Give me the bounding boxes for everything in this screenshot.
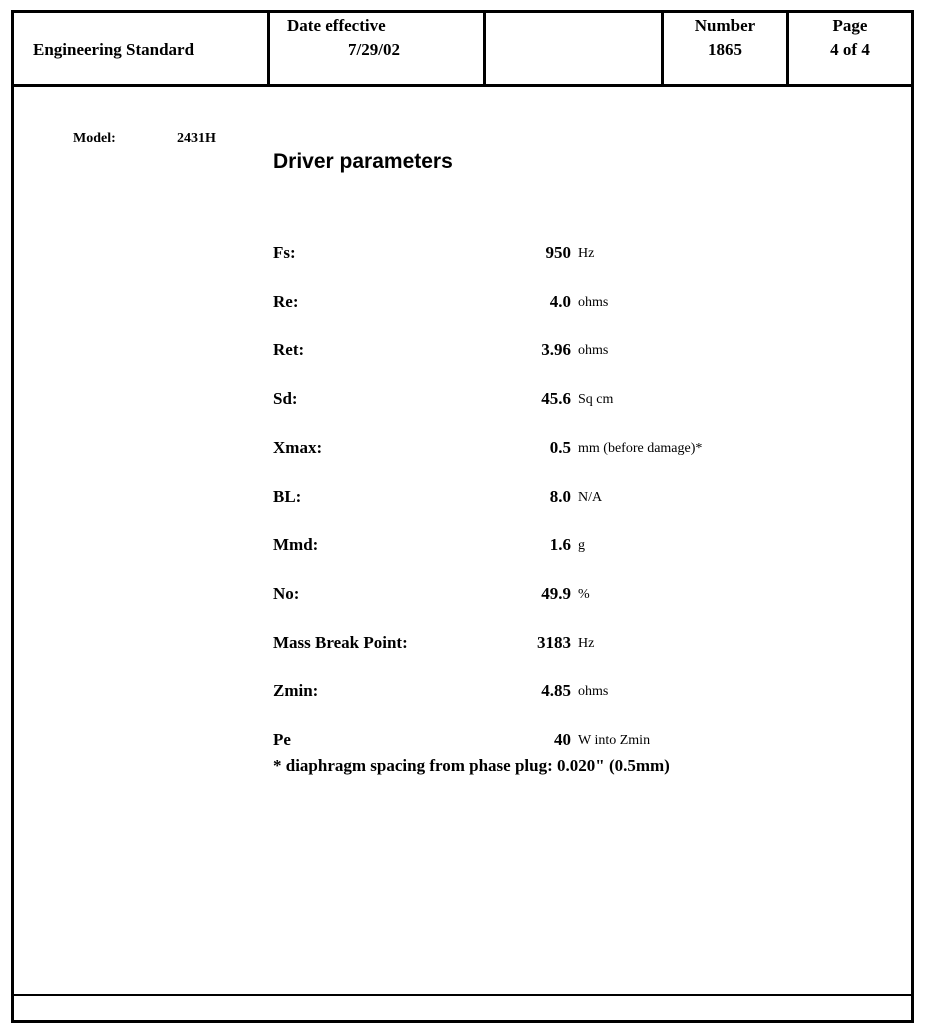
parameter-label: Pe	[273, 730, 291, 749]
parameter-value: 0.5	[549, 437, 571, 457]
parameter-label: Zmin:	[273, 681, 319, 701]
parameter-unit: %	[578, 586, 590, 602]
parameter-unit: N/A	[578, 489, 603, 505]
parameter-value: 1.6	[549, 535, 571, 555]
parameter-label: Mass Break Point:	[273, 632, 408, 652]
parameter-row	[0, 389, 933, 413]
parameter-row	[0, 633, 933, 657]
footnote: * diaphragm spacing from phase plug: 0.020" (0.5mm)	[273, 756, 670, 775]
parameter-value: 4.85	[541, 681, 571, 701]
model-label: Model:	[73, 131, 116, 146]
section-title: Driver parameters	[273, 150, 453, 173]
doc-type-label: Engineering Standard	[33, 40, 195, 59]
parameter-label: Re:	[273, 291, 299, 311]
header-column-divider	[483, 10, 486, 87]
header-divider	[11, 84, 914, 87]
parameter-row	[0, 292, 933, 316]
page-value: 4 of 4	[830, 40, 870, 59]
parameter-value: 3183	[537, 632, 571, 652]
parameter-value: 49.9	[541, 583, 571, 603]
date-effective-label: Date effective	[287, 16, 386, 35]
parameter-unit: ohms	[578, 684, 609, 700]
parameter-unit: ohms	[578, 294, 609, 310]
page-label: Page	[832, 16, 868, 35]
parameter-value: 950	[545, 243, 571, 262]
page-frame	[11, 10, 914, 1023]
parameter-label: Xmax:	[273, 437, 323, 457]
parameter-label: Mmd:	[273, 535, 319, 555]
parameter-value: 3.96	[541, 340, 571, 360]
parameter-label: No:	[273, 583, 300, 603]
parameter-value: 4.0	[549, 291, 571, 311]
parameter-label: Ret:	[273, 340, 305, 360]
number-value: 1865	[708, 40, 742, 59]
parameter-row	[0, 487, 933, 511]
parameter-value: 8.0	[549, 486, 571, 506]
parameter-value: 45.6	[541, 389, 571, 409]
parameter-label: BL:	[273, 486, 302, 506]
number-label: Number	[694, 16, 756, 35]
header-column-divider	[267, 10, 270, 87]
parameter-unit: Hz	[578, 246, 595, 261]
parameter-unit: g	[578, 538, 585, 554]
parameter-row	[0, 681, 933, 705]
parameter-row	[0, 438, 933, 462]
parameter-label: Sd:	[273, 389, 298, 409]
parameter-label: Fs:	[273, 243, 296, 262]
parameter-unit: Hz	[578, 635, 595, 651]
parameter-unit: ohms	[578, 343, 609, 359]
parameter-unit: mm (before damage)*	[578, 440, 703, 456]
parameter-value: 40	[554, 730, 571, 749]
parameter-row	[0, 535, 933, 559]
parameter-row	[0, 584, 933, 608]
parameter-row	[0, 730, 933, 754]
parameter-row	[0, 340, 933, 364]
footer-divider	[11, 994, 914, 996]
model-value: 2431H	[177, 131, 216, 146]
date-effective-value: 7/29/02	[348, 40, 400, 59]
parameter-unit: Sq cm	[578, 392, 614, 408]
parameter-row	[0, 243, 933, 267]
parameter-unit: W into Zmin	[578, 733, 651, 748]
